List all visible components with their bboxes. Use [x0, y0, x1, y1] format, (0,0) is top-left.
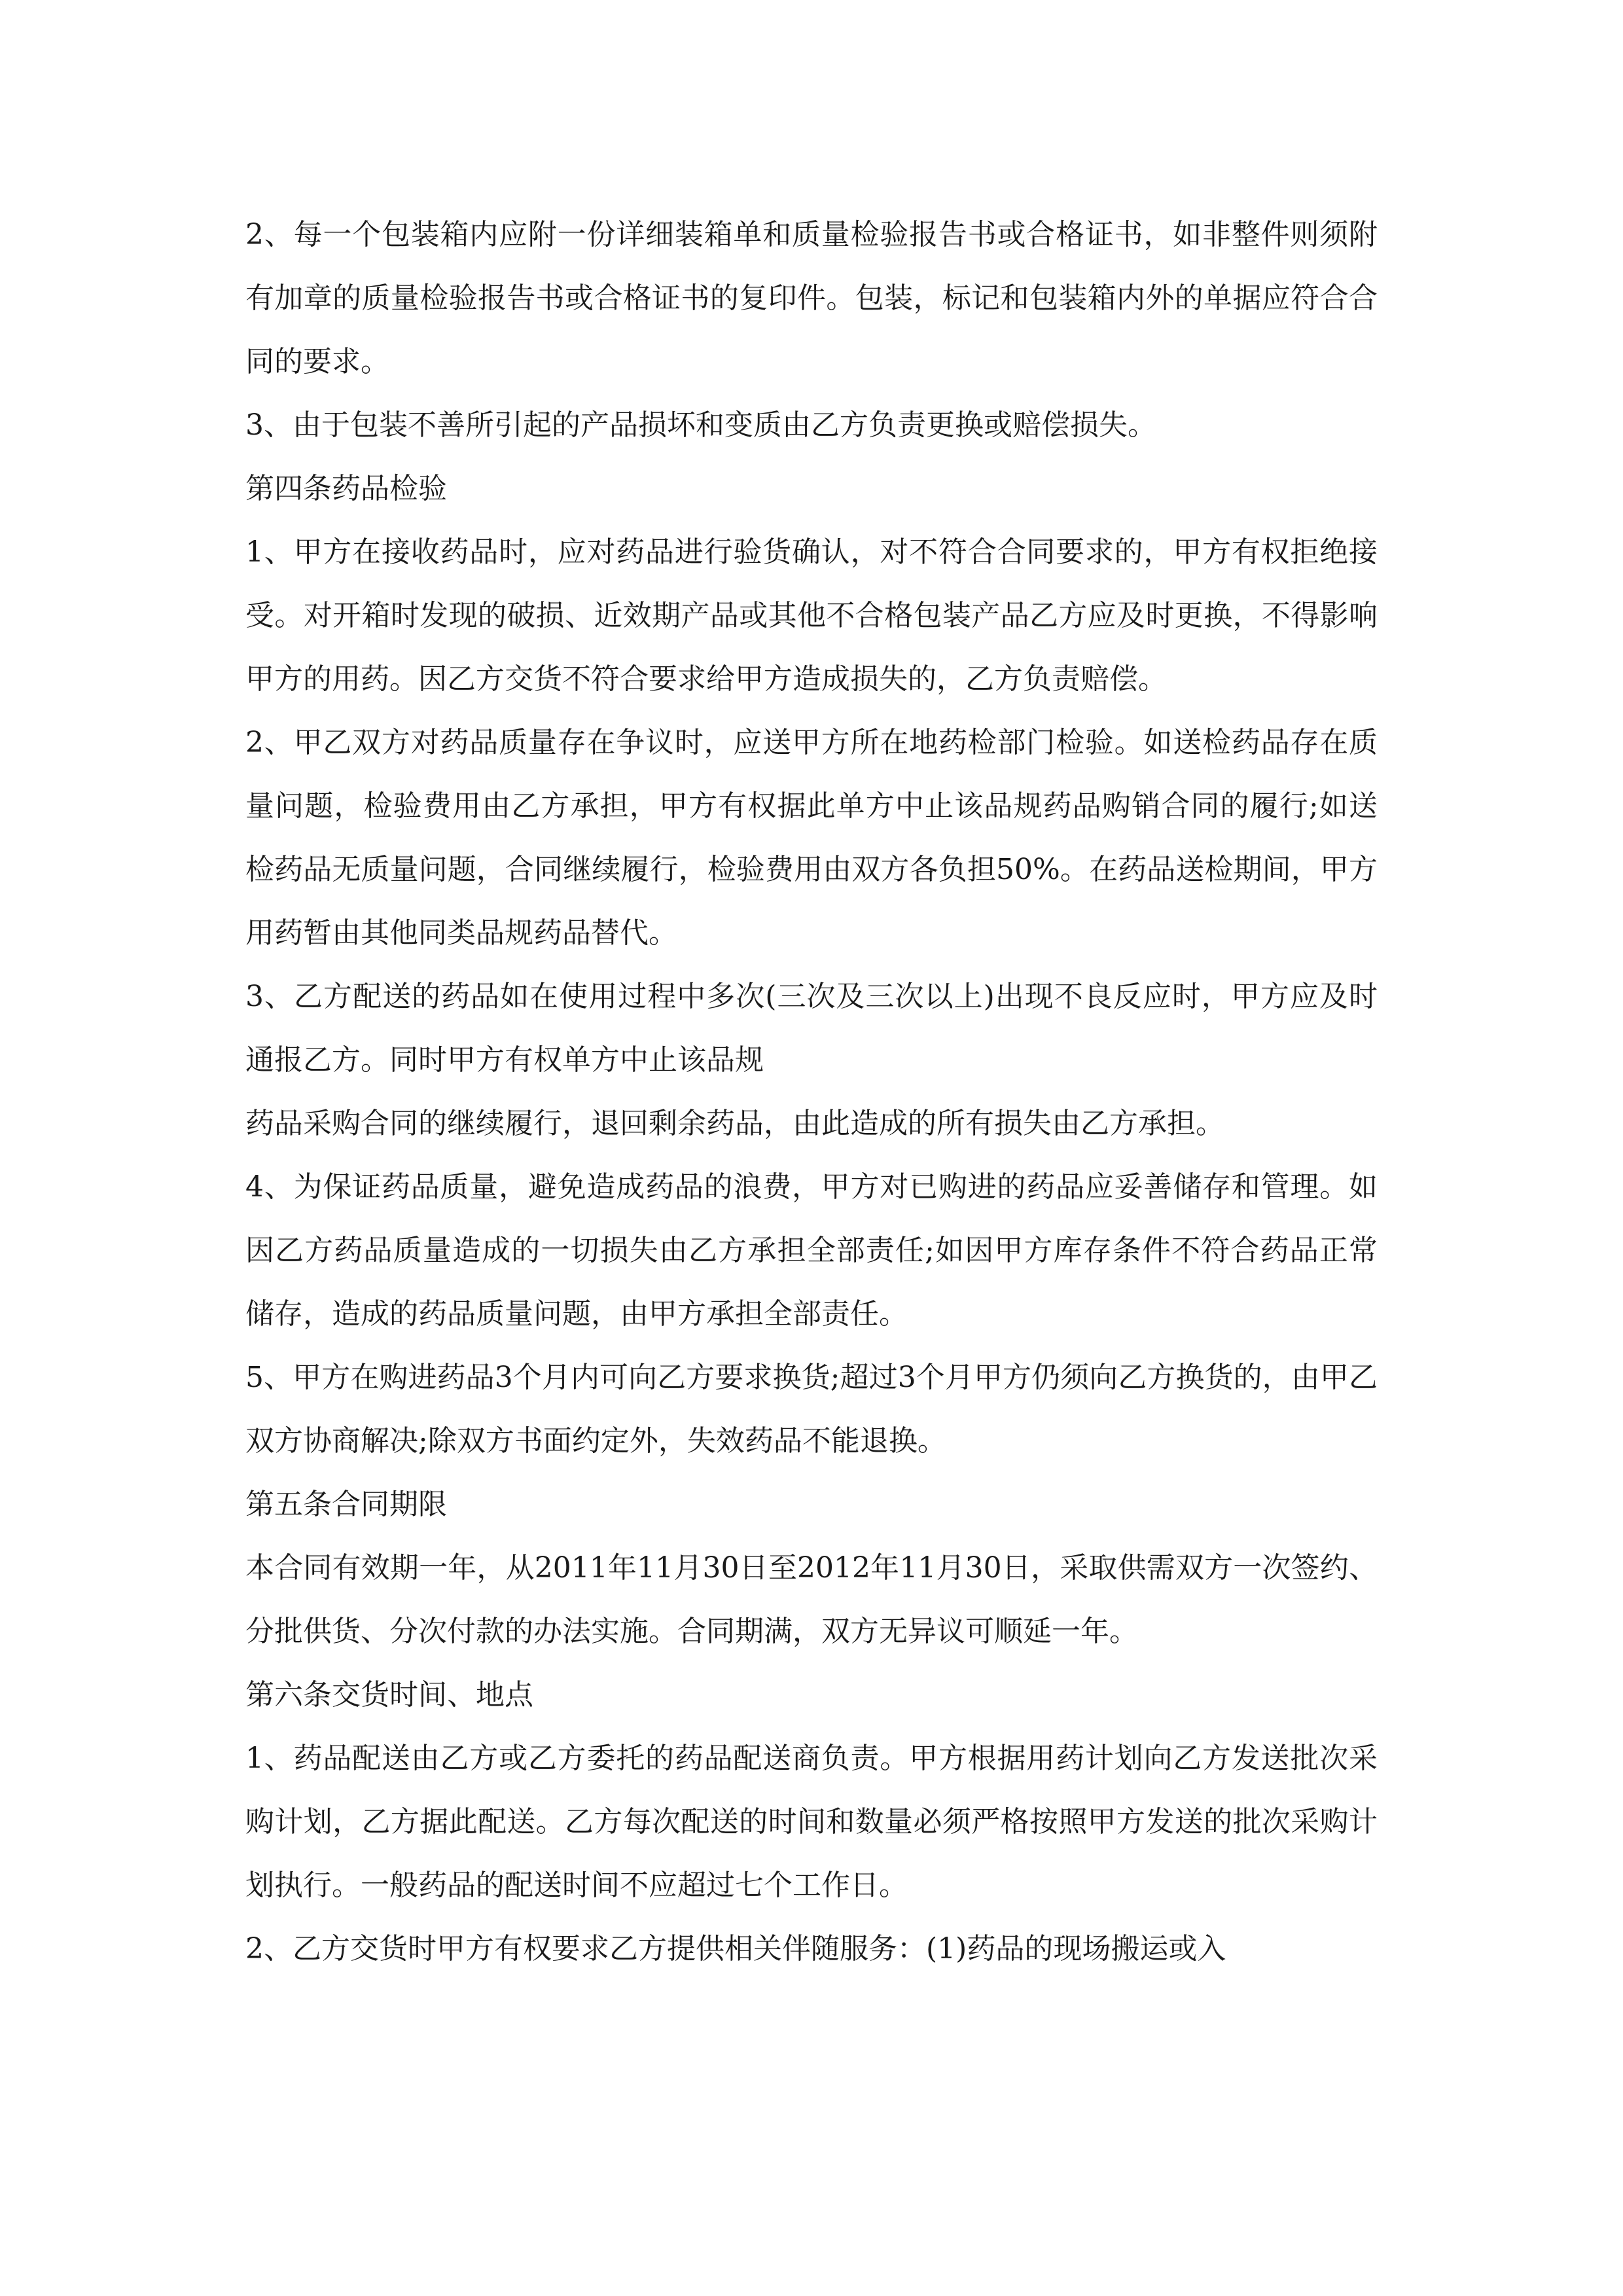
paragraph-packing-list: 2、每一个包装箱内应附一份详细装箱单和质量检验报告书或合格证书，如非整件则须附有加章的质量检验报告书或合格证书的复印件。包装，标记和包装箱内外的单据应符合合同的要求。	[245, 218, 1378, 378]
paragraph-inspection-3-cont: 药品采购合同的继续履行，退回剩余药品，由此造成的所有损失由乙方承担。	[245, 1107, 1224, 1140]
paragraph-inspection-3: 3、乙方配送的药品如在使用过程中多次(三次及三次以上)出现不良反应时，甲方应及时通报乙方。同时甲方有权单方中止该品规	[245, 980, 1378, 1077]
paragraph-packing-damage: 3、由于包装不善所引起的产品损坏和变质由乙方负责更换或赔偿损失。	[245, 408, 1156, 442]
heading-article-4: 第四条药品检验	[245, 472, 447, 505]
heading-article-6: 第六条交货时间、地点	[245, 1678, 533, 1712]
paragraph-inspection-2: 2、甲乙双方对药品质量存在争议时，应送甲方所在地药检部门检验。如送检药品存在质量问题，检验费用由乙方承担，甲方有权据此单方中止该品规药品购销合同的履行;如送检药品无质量问题，合同继续履行，检验费用由双方各负担50%。在药品送检期间，甲方用药暂由其他同类品规药品替代。	[245, 726, 1378, 950]
paragraph-delivery-2: 2、乙方交货时甲方有权要求乙方提供相关伴随服务：(1)药品的现场搬运或入	[245, 1932, 1226, 1965]
heading-article-5: 第五条合同期限	[245, 1488, 447, 1521]
paragraph-inspection-1: 1、甲方在接收药品时，应对药品进行验货确认，对不符合合同要求的，甲方有权拒绝接受。对开箱时发现的破损、近效期产品或其他不合格包装产品乙方应及时更换，不得影响甲方的用药。因乙方交货不符合要求给甲方造成损失的，乙方负责赔偿。	[245, 535, 1378, 696]
paragraph-inspection-5: 5、甲方在购进药品3个月内可向乙方要求换货;超过3个月甲方仍须向乙方换货的，由甲乙双方协商解决;除双方书面约定外，失效药品不能退换。	[245, 1361, 1378, 1458]
paragraph-delivery-1: 1、药品配送由乙方或乙方委托的药品配送商负责。甲方根据用药计划向乙方发送批次采购计划，乙方据此配送。乙方每次配送的时间和数量必须严格按照甲方发送的批次采购计划执行。一般药品的配送时间不应超过七个工作日。	[245, 1742, 1378, 1902]
paragraph-inspection-4: 4、为保证药品质量，避免造成药品的浪费，甲方对已购进的药品应妥善储存和管理。如因乙方药品质量造成的一切损失由乙方承担全部责任;如因甲方库存条件不符合药品正常储存，造成的药品质量问题，由甲方承担全部责任。	[245, 1170, 1378, 1331]
document-body	[245, 203, 1378, 1981]
paragraph-contract-term: 本合同有效期一年，从2011年11月30日至2012年11月30日，采取供需双方一次签约、分批供货、分次付款的办法实施。合同期满，双方无异议可顺延一年。	[245, 1551, 1378, 1648]
